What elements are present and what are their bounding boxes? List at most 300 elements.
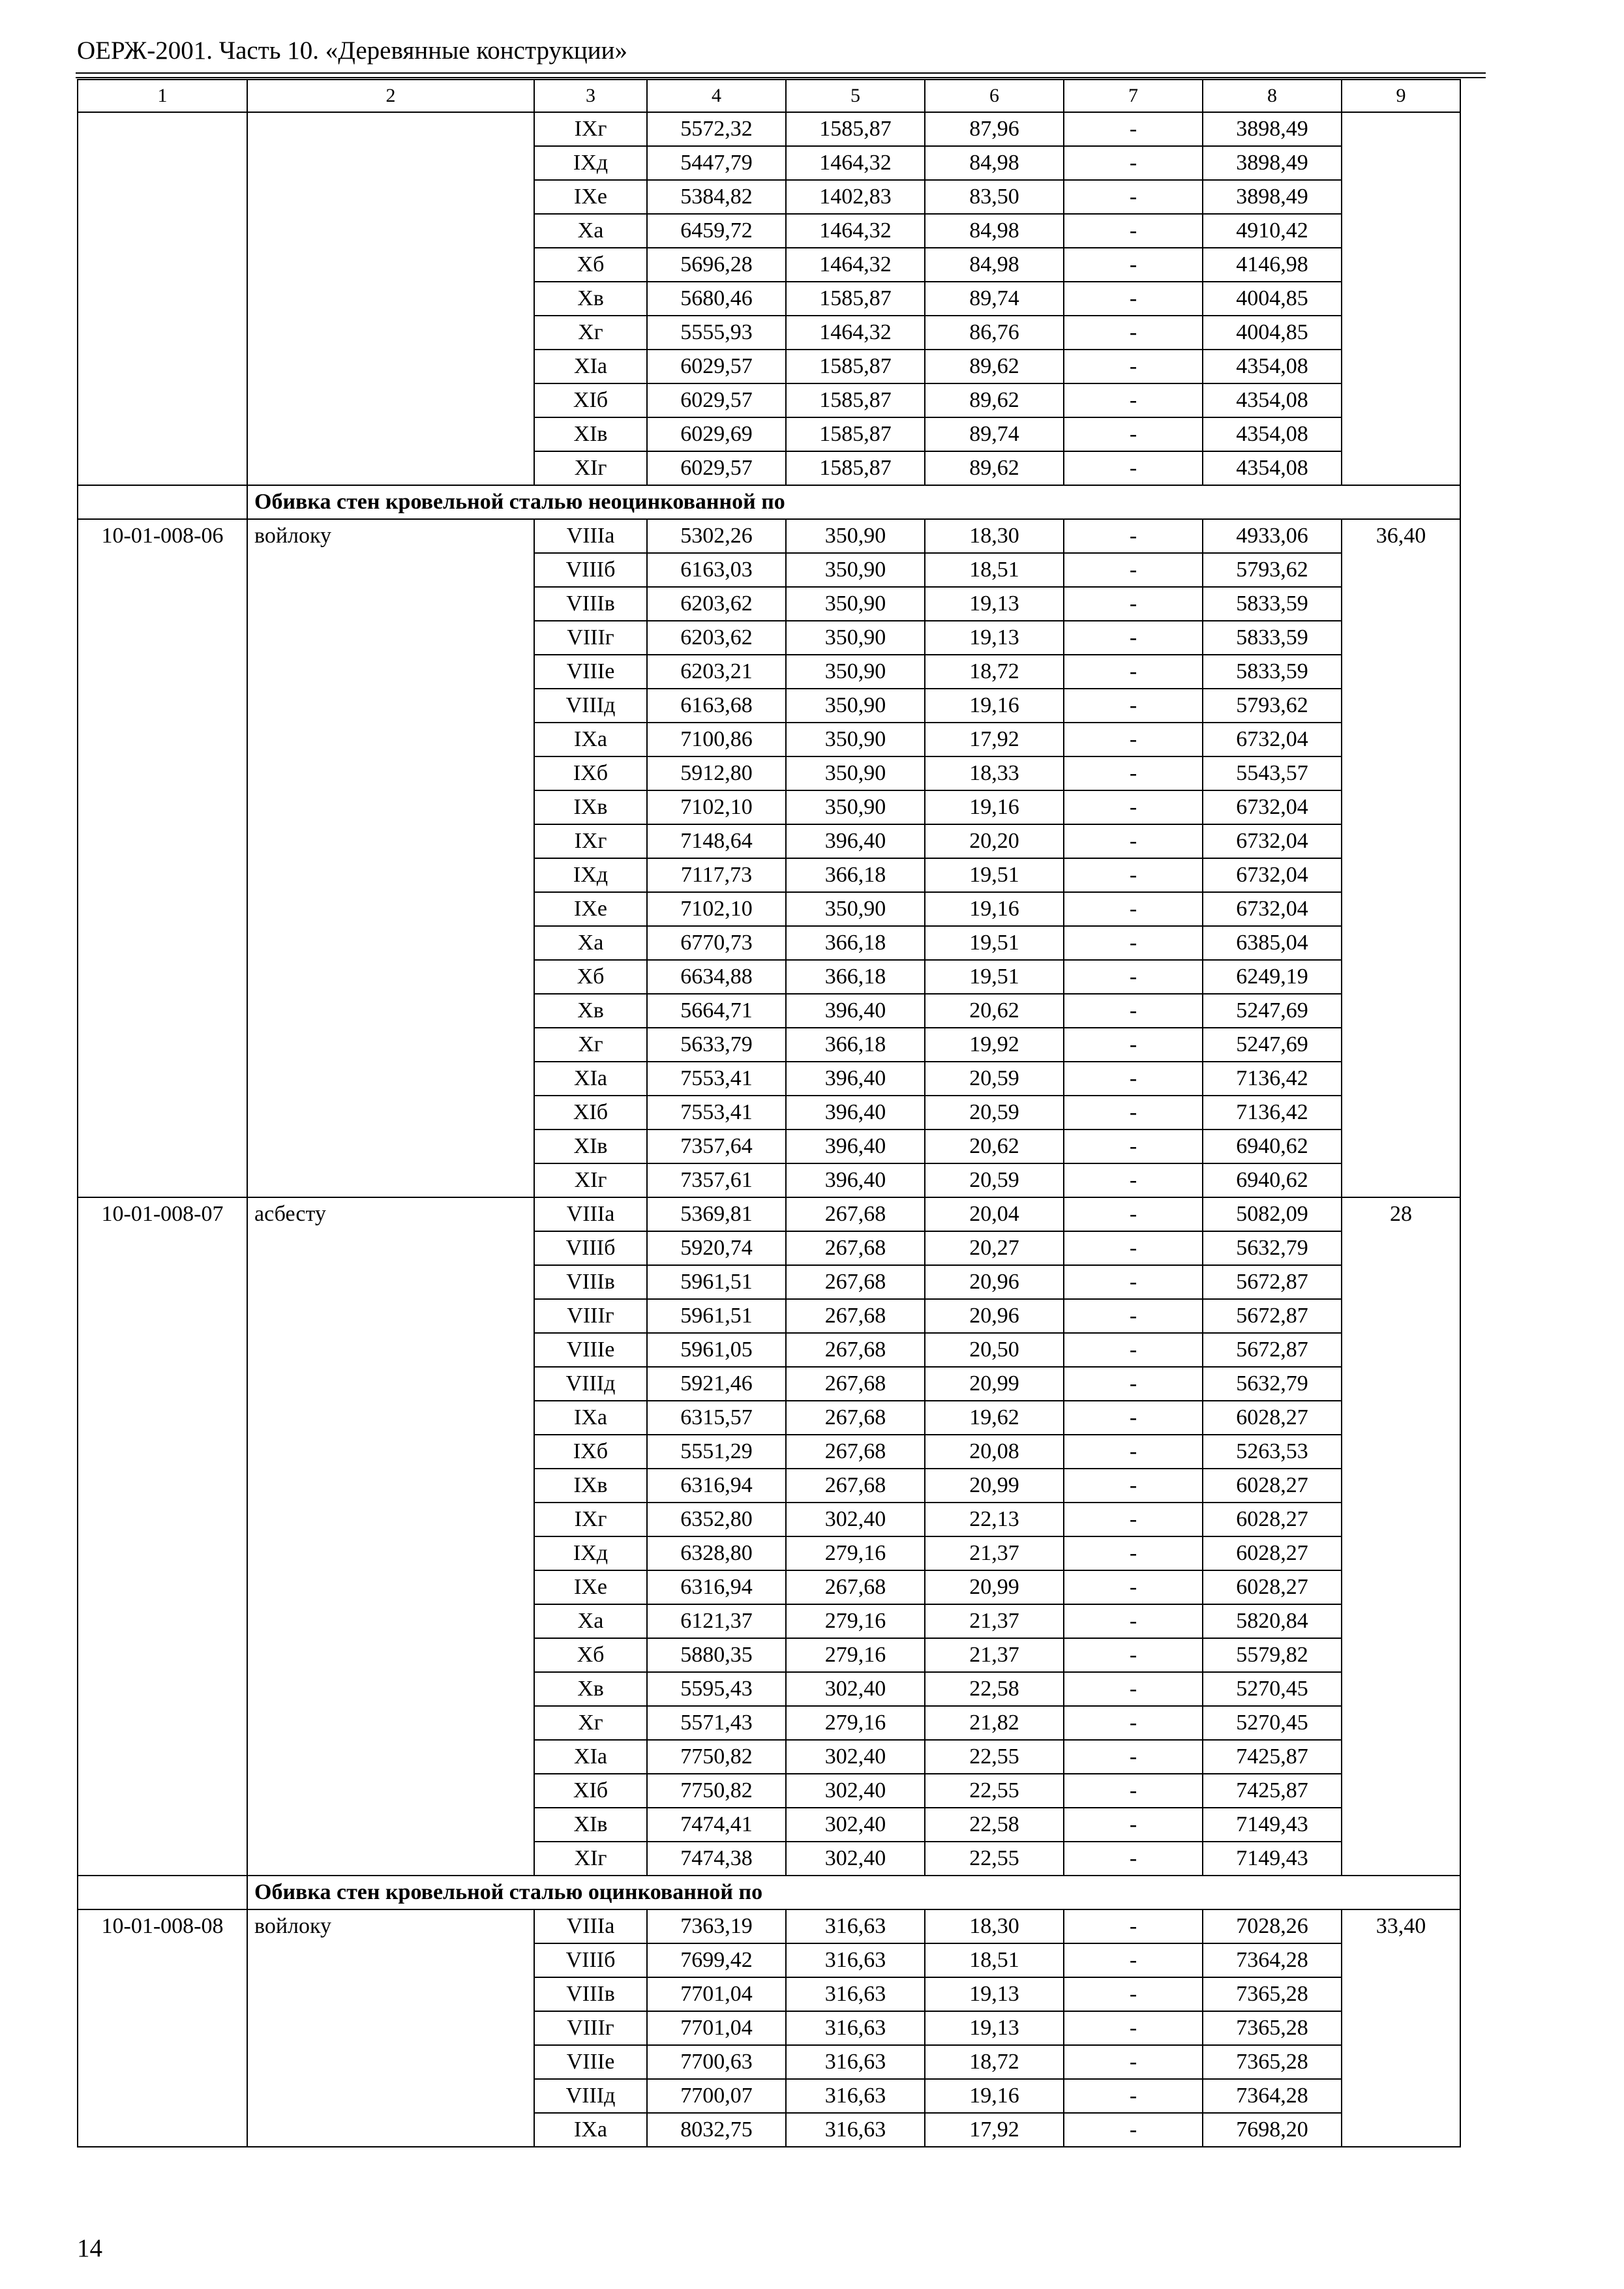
column-number-row bbox=[78, 80, 1460, 112]
table-cell: 6028,27 bbox=[1203, 1503, 1342, 1536]
table-cell: 20,99 bbox=[925, 1469, 1064, 1503]
table-cell: 21,37 bbox=[925, 1638, 1064, 1672]
table-cell: VIIIд bbox=[534, 689, 647, 723]
table-cell: 7149,43 bbox=[1203, 1842, 1342, 1876]
table-cell: 6328,80 bbox=[647, 1536, 786, 1570]
table-cell: 7357,64 bbox=[647, 1130, 786, 1163]
table-cell: 7553,41 bbox=[647, 1062, 786, 1096]
table-cell: - bbox=[1064, 790, 1203, 824]
table-cell: 7750,82 bbox=[647, 1740, 786, 1774]
table-cell: IXа bbox=[534, 1401, 647, 1435]
rate-col9: 36,40 bbox=[1342, 519, 1460, 1197]
table-cell: 19,51 bbox=[925, 960, 1064, 994]
table-cell: VIIIе bbox=[534, 1333, 647, 1367]
table-cell: - bbox=[1064, 1333, 1203, 1367]
table-cell: 6163,03 bbox=[647, 553, 786, 587]
table-cell: - bbox=[1064, 350, 1203, 383]
table-cell: 1464,32 bbox=[786, 214, 925, 248]
rate-code: 10-01-008-08 bbox=[78, 1909, 247, 2147]
table-cell: - bbox=[1064, 1265, 1203, 1299]
table-cell: 6459,72 bbox=[647, 214, 786, 248]
table-cell: 20,96 bbox=[925, 1265, 1064, 1299]
table-cell: 7425,87 bbox=[1203, 1740, 1342, 1774]
table-cell: 5961,05 bbox=[647, 1333, 786, 1367]
table-cell: 7028,26 bbox=[1203, 1909, 1342, 1943]
table-cell: 6732,04 bbox=[1203, 858, 1342, 892]
table-cell: 20,59 bbox=[925, 1096, 1064, 1130]
table-cell: 6316,94 bbox=[647, 1570, 786, 1604]
table-cell: 5082,09 bbox=[1203, 1197, 1342, 1231]
table-cell: - bbox=[1064, 1401, 1203, 1435]
table-cell: - bbox=[1064, 1163, 1203, 1197]
table-cell: 4354,08 bbox=[1203, 350, 1342, 383]
table-cell: 316,63 bbox=[786, 2113, 925, 2147]
table-cell: Xб bbox=[534, 1638, 647, 1672]
table-cell: VIIIд bbox=[534, 1367, 647, 1401]
table-cell: 396,40 bbox=[786, 824, 925, 858]
table-cell: 19,62 bbox=[925, 1401, 1064, 1435]
table-cell: 21,37 bbox=[925, 1604, 1064, 1638]
table-cell: IXг bbox=[534, 824, 647, 858]
table-cell: 366,18 bbox=[786, 1028, 925, 1062]
table-cell: 316,63 bbox=[786, 1943, 925, 1977]
header-rule bbox=[76, 72, 1486, 74]
table-cell: 6385,04 bbox=[1203, 926, 1342, 960]
table-cell: 20,59 bbox=[925, 1062, 1064, 1096]
table-cell: XIа bbox=[534, 1062, 647, 1096]
section-row bbox=[78, 485, 1460, 519]
table-cell: 89,62 bbox=[925, 350, 1064, 383]
table-cell: 350,90 bbox=[786, 892, 925, 926]
rate-code: 10-01-008-07 bbox=[78, 1197, 247, 1876]
table-cell: - bbox=[1064, 1706, 1203, 1740]
table-cell: - bbox=[1064, 417, 1203, 451]
table-cell: - bbox=[1064, 383, 1203, 417]
table-cell: - bbox=[1064, 756, 1203, 790]
table-cell: 1585,87 bbox=[786, 451, 925, 485]
table-cell: XIг bbox=[534, 1163, 647, 1197]
table-cell: XIб bbox=[534, 1774, 647, 1808]
table-cell: 6121,37 bbox=[647, 1604, 786, 1638]
table-cell: - bbox=[1064, 1943, 1203, 1977]
table-cell: 7357,61 bbox=[647, 1163, 786, 1197]
table-cell: - bbox=[1064, 553, 1203, 587]
table-cell: 350,90 bbox=[786, 621, 925, 655]
table-cell: - bbox=[1064, 1130, 1203, 1163]
table-cell: 6732,04 bbox=[1203, 892, 1342, 926]
table-cell: 350,90 bbox=[786, 790, 925, 824]
table-cell: 19,92 bbox=[925, 1028, 1064, 1062]
table-cell: 6028,27 bbox=[1203, 1469, 1342, 1503]
table-cell: 19,13 bbox=[925, 2011, 1064, 2045]
table-cell: 302,40 bbox=[786, 1842, 925, 1876]
table-cell: 19,16 bbox=[925, 892, 1064, 926]
table-cell: 7553,41 bbox=[647, 1096, 786, 1130]
table-cell: 6316,94 bbox=[647, 1469, 786, 1503]
table-cell: 396,40 bbox=[786, 994, 925, 1028]
table-cell: 1585,87 bbox=[786, 383, 925, 417]
table-cell: - bbox=[1064, 892, 1203, 926]
page-number: 14 bbox=[77, 2234, 102, 2262]
table-cell: 316,63 bbox=[786, 2045, 925, 2079]
table-cell: - bbox=[1064, 926, 1203, 960]
table-cell: 7474,41 bbox=[647, 1808, 786, 1842]
table-cell: 5820,84 bbox=[1203, 1604, 1342, 1638]
table-cell: 366,18 bbox=[786, 960, 925, 994]
table-cell: - bbox=[1064, 1062, 1203, 1096]
table-cell: 4910,42 bbox=[1203, 214, 1342, 248]
table-cell: 17,92 bbox=[925, 2113, 1064, 2147]
table-cell: 83,50 bbox=[925, 180, 1064, 214]
table-cell: 5369,81 bbox=[647, 1197, 786, 1231]
table-cell: - bbox=[1064, 180, 1203, 214]
column-number: 7 bbox=[1064, 80, 1203, 112]
table-cell: Xв bbox=[534, 282, 647, 316]
table-cell: 7100,86 bbox=[647, 723, 786, 756]
table-cell: 279,16 bbox=[786, 1536, 925, 1570]
table-cell: Xа bbox=[534, 1604, 647, 1638]
table-cell: 7364,28 bbox=[1203, 2079, 1342, 2113]
column-number: 3 bbox=[534, 80, 647, 112]
table-cell: 5672,87 bbox=[1203, 1265, 1342, 1299]
table-cell: - bbox=[1064, 1367, 1203, 1401]
table-cell: IXд bbox=[534, 1536, 647, 1570]
table-cell: 5270,45 bbox=[1203, 1672, 1342, 1706]
table-cell: 1464,32 bbox=[786, 146, 925, 180]
table-cell: 6163,68 bbox=[647, 689, 786, 723]
table-cell: - bbox=[1064, 248, 1203, 282]
table-cell: 5793,62 bbox=[1203, 689, 1342, 723]
table-cell: 1402,83 bbox=[786, 180, 925, 214]
rate-description bbox=[247, 112, 534, 485]
table-row bbox=[78, 1909, 1460, 1943]
table-cell: 5833,59 bbox=[1203, 587, 1342, 621]
table-cell: - bbox=[1064, 1299, 1203, 1333]
table-cell: IXб bbox=[534, 756, 647, 790]
table-cell: 7136,42 bbox=[1203, 1096, 1342, 1130]
table-cell: 6634,88 bbox=[647, 960, 786, 994]
table-cell: 5664,71 bbox=[647, 994, 786, 1028]
table-cell: 18,30 bbox=[925, 1909, 1064, 1943]
table-cell: 6770,73 bbox=[647, 926, 786, 960]
table-cell: 5961,51 bbox=[647, 1265, 786, 1299]
table-cell: 20,59 bbox=[925, 1163, 1064, 1197]
table-cell: 5384,82 bbox=[647, 180, 786, 214]
table-cell: - bbox=[1064, 824, 1203, 858]
column-number: 4 bbox=[647, 80, 786, 112]
table-cell: 7700,63 bbox=[647, 2045, 786, 2079]
table-cell: 89,74 bbox=[925, 417, 1064, 451]
table-cell: 6029,57 bbox=[647, 383, 786, 417]
table-cell: 3898,49 bbox=[1203, 146, 1342, 180]
table-cell: VIIIв bbox=[534, 587, 647, 621]
table-cell: XIа bbox=[534, 1740, 647, 1774]
price-table bbox=[77, 79, 1461, 2147]
table-cell: 5579,82 bbox=[1203, 1638, 1342, 1672]
table-cell: 20,27 bbox=[925, 1231, 1064, 1265]
table-cell: 1585,87 bbox=[786, 350, 925, 383]
table-cell: 19,13 bbox=[925, 1977, 1064, 2011]
table-cell: 18,72 bbox=[925, 655, 1064, 689]
table-cell: 316,63 bbox=[786, 1977, 925, 2011]
table-cell: IXг bbox=[534, 112, 647, 146]
table-cell: 5632,79 bbox=[1203, 1367, 1342, 1401]
table-cell: 84,98 bbox=[925, 146, 1064, 180]
table-cell: 5672,87 bbox=[1203, 1333, 1342, 1367]
table-cell: - bbox=[1064, 282, 1203, 316]
table-cell: 316,63 bbox=[786, 2079, 925, 2113]
table-cell: 5961,51 bbox=[647, 1299, 786, 1333]
table-cell: IXг bbox=[534, 1503, 647, 1536]
table-cell: 5920,74 bbox=[647, 1231, 786, 1265]
table-cell: VIIIе bbox=[534, 2045, 647, 2079]
table-cell: 1585,87 bbox=[786, 417, 925, 451]
table-cell: 5270,45 bbox=[1203, 1706, 1342, 1740]
section-code-cell bbox=[78, 485, 247, 519]
table-cell: 19,16 bbox=[925, 2079, 1064, 2113]
table-cell: IXа bbox=[534, 723, 647, 756]
table-cell: 18,51 bbox=[925, 553, 1064, 587]
table-cell: 267,68 bbox=[786, 1265, 925, 1299]
table-cell: VIIIг bbox=[534, 621, 647, 655]
table-cell: 5696,28 bbox=[647, 248, 786, 282]
table-cell: VIIIа bbox=[534, 519, 647, 553]
table-cell: Xб bbox=[534, 960, 647, 994]
table-cell: 22,13 bbox=[925, 1503, 1064, 1536]
rate-col9 bbox=[1342, 112, 1460, 485]
rate-code: 10-01-008-06 bbox=[78, 519, 247, 1197]
table-cell: IXе bbox=[534, 892, 647, 926]
table-cell: 19,16 bbox=[925, 689, 1064, 723]
table-cell: 350,90 bbox=[786, 756, 925, 790]
table-cell: 22,55 bbox=[925, 1740, 1064, 1774]
table-cell: 20,04 bbox=[925, 1197, 1064, 1231]
table-cell: 4354,08 bbox=[1203, 417, 1342, 451]
table-cell: 5555,93 bbox=[647, 316, 786, 350]
table-cell: VIIIг bbox=[534, 2011, 647, 2045]
table-cell: 4354,08 bbox=[1203, 451, 1342, 485]
table-cell: 6940,62 bbox=[1203, 1130, 1342, 1163]
table-cell: 350,90 bbox=[786, 519, 925, 553]
section-title: Обивка стен кровельной сталью неоцинкованной по bbox=[247, 485, 1460, 519]
table-cell: 267,68 bbox=[786, 1367, 925, 1401]
table-cell: 7425,87 bbox=[1203, 1774, 1342, 1808]
table-cell: 6203,21 bbox=[647, 655, 786, 689]
table-cell: 8032,75 bbox=[647, 2113, 786, 2147]
table-cell: 267,68 bbox=[786, 1469, 925, 1503]
table-cell: - bbox=[1064, 316, 1203, 350]
table-cell: 20,99 bbox=[925, 1570, 1064, 1604]
table-cell: - bbox=[1064, 2045, 1203, 2079]
table-cell: 5447,79 bbox=[647, 146, 786, 180]
table-cell: VIIIд bbox=[534, 2079, 647, 2113]
table-cell: IXе bbox=[534, 180, 647, 214]
table-cell: VIIIа bbox=[534, 1909, 647, 1943]
table-cell: Xв bbox=[534, 994, 647, 1028]
rate-description: асбесту bbox=[247, 1197, 534, 1876]
table-cell: 20,99 bbox=[925, 1367, 1064, 1401]
table-cell: 279,16 bbox=[786, 1706, 925, 1740]
table-cell: 17,92 bbox=[925, 723, 1064, 756]
table-cell: 4933,06 bbox=[1203, 519, 1342, 553]
table-row bbox=[78, 1197, 1460, 1231]
table-cell: 7149,43 bbox=[1203, 1808, 1342, 1842]
table-cell: - bbox=[1064, 1977, 1203, 2011]
table-cell: - bbox=[1064, 1740, 1203, 1774]
table-cell: 6940,62 bbox=[1203, 1163, 1342, 1197]
table-cell: 6732,04 bbox=[1203, 824, 1342, 858]
table-cell: - bbox=[1064, 2079, 1203, 2113]
table-cell: - bbox=[1064, 1774, 1203, 1808]
table-cell: 366,18 bbox=[786, 858, 925, 892]
table-cell: - bbox=[1064, 519, 1203, 553]
table-cell: 5595,43 bbox=[647, 1672, 786, 1706]
table-cell: 5551,29 bbox=[647, 1435, 786, 1469]
table-cell: 4146,98 bbox=[1203, 248, 1342, 282]
table-cell: 5921,46 bbox=[647, 1367, 786, 1401]
table-cell: 7700,07 bbox=[647, 2079, 786, 2113]
table-cell: 350,90 bbox=[786, 723, 925, 756]
table-cell: 6028,27 bbox=[1203, 1536, 1342, 1570]
table-cell: 7102,10 bbox=[647, 892, 786, 926]
table-cell: 19,13 bbox=[925, 621, 1064, 655]
table-cell: VIIIа bbox=[534, 1197, 647, 1231]
table-cell: 5633,79 bbox=[647, 1028, 786, 1062]
table-cell: 267,68 bbox=[786, 1197, 925, 1231]
table-cell: 396,40 bbox=[786, 1130, 925, 1163]
table-cell: 6028,27 bbox=[1203, 1401, 1342, 1435]
table-cell: 396,40 bbox=[786, 1096, 925, 1130]
table-cell: VIIIг bbox=[534, 1299, 647, 1333]
table-cell: 5572,32 bbox=[647, 112, 786, 146]
table-cell: - bbox=[1064, 1638, 1203, 1672]
table-cell: VIIIв bbox=[534, 1977, 647, 2011]
table-cell: 267,68 bbox=[786, 1231, 925, 1265]
table-cell: VIIIб bbox=[534, 553, 647, 587]
table-cell: Xв bbox=[534, 1672, 647, 1706]
table-cell: 89,62 bbox=[925, 383, 1064, 417]
rate-description: войлоку bbox=[247, 519, 534, 1197]
table-cell: 267,68 bbox=[786, 1401, 925, 1435]
table-cell: IXе bbox=[534, 1570, 647, 1604]
table-cell: 302,40 bbox=[786, 1808, 925, 1842]
table-cell: 7701,04 bbox=[647, 1977, 786, 2011]
table-cell: VIIIб bbox=[534, 1943, 647, 1977]
table-cell: 350,90 bbox=[786, 655, 925, 689]
table-cell: 366,18 bbox=[786, 926, 925, 960]
table-row bbox=[78, 112, 1460, 146]
table-cell: IXв bbox=[534, 1469, 647, 1503]
table-cell: 6203,62 bbox=[647, 587, 786, 621]
table-cell: - bbox=[1064, 1842, 1203, 1876]
table-cell: 316,63 bbox=[786, 2011, 925, 2045]
table-cell: 279,16 bbox=[786, 1638, 925, 1672]
table-cell: 89,62 bbox=[925, 451, 1064, 485]
table-cell: 1464,32 bbox=[786, 316, 925, 350]
table-cell: 6029,57 bbox=[647, 451, 786, 485]
table-cell: 5247,69 bbox=[1203, 1028, 1342, 1062]
table-cell: XIб bbox=[534, 383, 647, 417]
table-cell: XIа bbox=[534, 350, 647, 383]
table-cell: - bbox=[1064, 960, 1203, 994]
column-number: 1 bbox=[78, 80, 247, 112]
table-cell: IXа bbox=[534, 2113, 647, 2147]
table-cell: 6249,19 bbox=[1203, 960, 1342, 994]
table-cell: 5833,59 bbox=[1203, 621, 1342, 655]
table-cell: - bbox=[1064, 858, 1203, 892]
page-header: ОЕРЖ-2001. Часть 10. «Деревянные конструкции» bbox=[77, 37, 628, 65]
table-cell: 22,55 bbox=[925, 1774, 1064, 1808]
table-cell: 6203,62 bbox=[647, 621, 786, 655]
table-cell: 21,37 bbox=[925, 1536, 1064, 1570]
table-cell: - bbox=[1064, 723, 1203, 756]
table-cell: - bbox=[1064, 1672, 1203, 1706]
table-cell: 6732,04 bbox=[1203, 790, 1342, 824]
table-cell: 20,62 bbox=[925, 1130, 1064, 1163]
table-cell: 3898,49 bbox=[1203, 180, 1342, 214]
table-cell: IXд bbox=[534, 146, 647, 180]
column-number: 2 bbox=[247, 80, 534, 112]
table-cell: 89,74 bbox=[925, 282, 1064, 316]
table-cell: 279,16 bbox=[786, 1604, 925, 1638]
rate-code bbox=[78, 112, 247, 485]
table-cell: 1585,87 bbox=[786, 112, 925, 146]
table-cell: 4004,85 bbox=[1203, 316, 1342, 350]
table-cell: 302,40 bbox=[786, 1740, 925, 1774]
table-cell: 7102,10 bbox=[647, 790, 786, 824]
column-number: 6 bbox=[925, 80, 1064, 112]
table-cell: IXб bbox=[534, 1435, 647, 1469]
table-cell: - bbox=[1064, 1808, 1203, 1842]
table-cell: 7363,19 bbox=[647, 1909, 786, 1943]
table-cell: 396,40 bbox=[786, 1062, 925, 1096]
table-cell: 267,68 bbox=[786, 1435, 925, 1469]
table-cell: - bbox=[1064, 1909, 1203, 1943]
rate-col9: 28 bbox=[1342, 1197, 1460, 1876]
table-cell: 302,40 bbox=[786, 1503, 925, 1536]
table-cell: 20,20 bbox=[925, 824, 1064, 858]
table-cell: - bbox=[1064, 994, 1203, 1028]
table-cell: - bbox=[1064, 2011, 1203, 2045]
table-cell: 350,90 bbox=[786, 689, 925, 723]
table-cell: 5571,43 bbox=[647, 1706, 786, 1740]
table-cell: 7136,42 bbox=[1203, 1062, 1342, 1096]
table-cell: 84,98 bbox=[925, 214, 1064, 248]
table-cell: - bbox=[1064, 1028, 1203, 1062]
table-cell: 19,51 bbox=[925, 926, 1064, 960]
table-cell: - bbox=[1064, 112, 1203, 146]
table-cell: - bbox=[1064, 146, 1203, 180]
table-cell: 5912,80 bbox=[647, 756, 786, 790]
table-cell: 4004,85 bbox=[1203, 282, 1342, 316]
table-cell: 7148,64 bbox=[647, 824, 786, 858]
table-cell: XIв bbox=[534, 1808, 647, 1842]
table-cell: - bbox=[1064, 1197, 1203, 1231]
table-cell: 20,62 bbox=[925, 994, 1064, 1028]
table-cell: Xг bbox=[534, 1028, 647, 1062]
rate-description: войлоку bbox=[247, 1909, 534, 2147]
table-cell: 7365,28 bbox=[1203, 2011, 1342, 2045]
table-cell: VIIIв bbox=[534, 1265, 647, 1299]
table-cell: - bbox=[1064, 1469, 1203, 1503]
table-cell: - bbox=[1064, 1570, 1203, 1604]
table-cell: IXд bbox=[534, 858, 647, 892]
table-cell: 19,16 bbox=[925, 790, 1064, 824]
table-cell: XIг bbox=[534, 1842, 647, 1876]
table-cell: - bbox=[1064, 587, 1203, 621]
table-cell: Xг bbox=[534, 1706, 647, 1740]
table-cell: 6029,69 bbox=[647, 417, 786, 451]
